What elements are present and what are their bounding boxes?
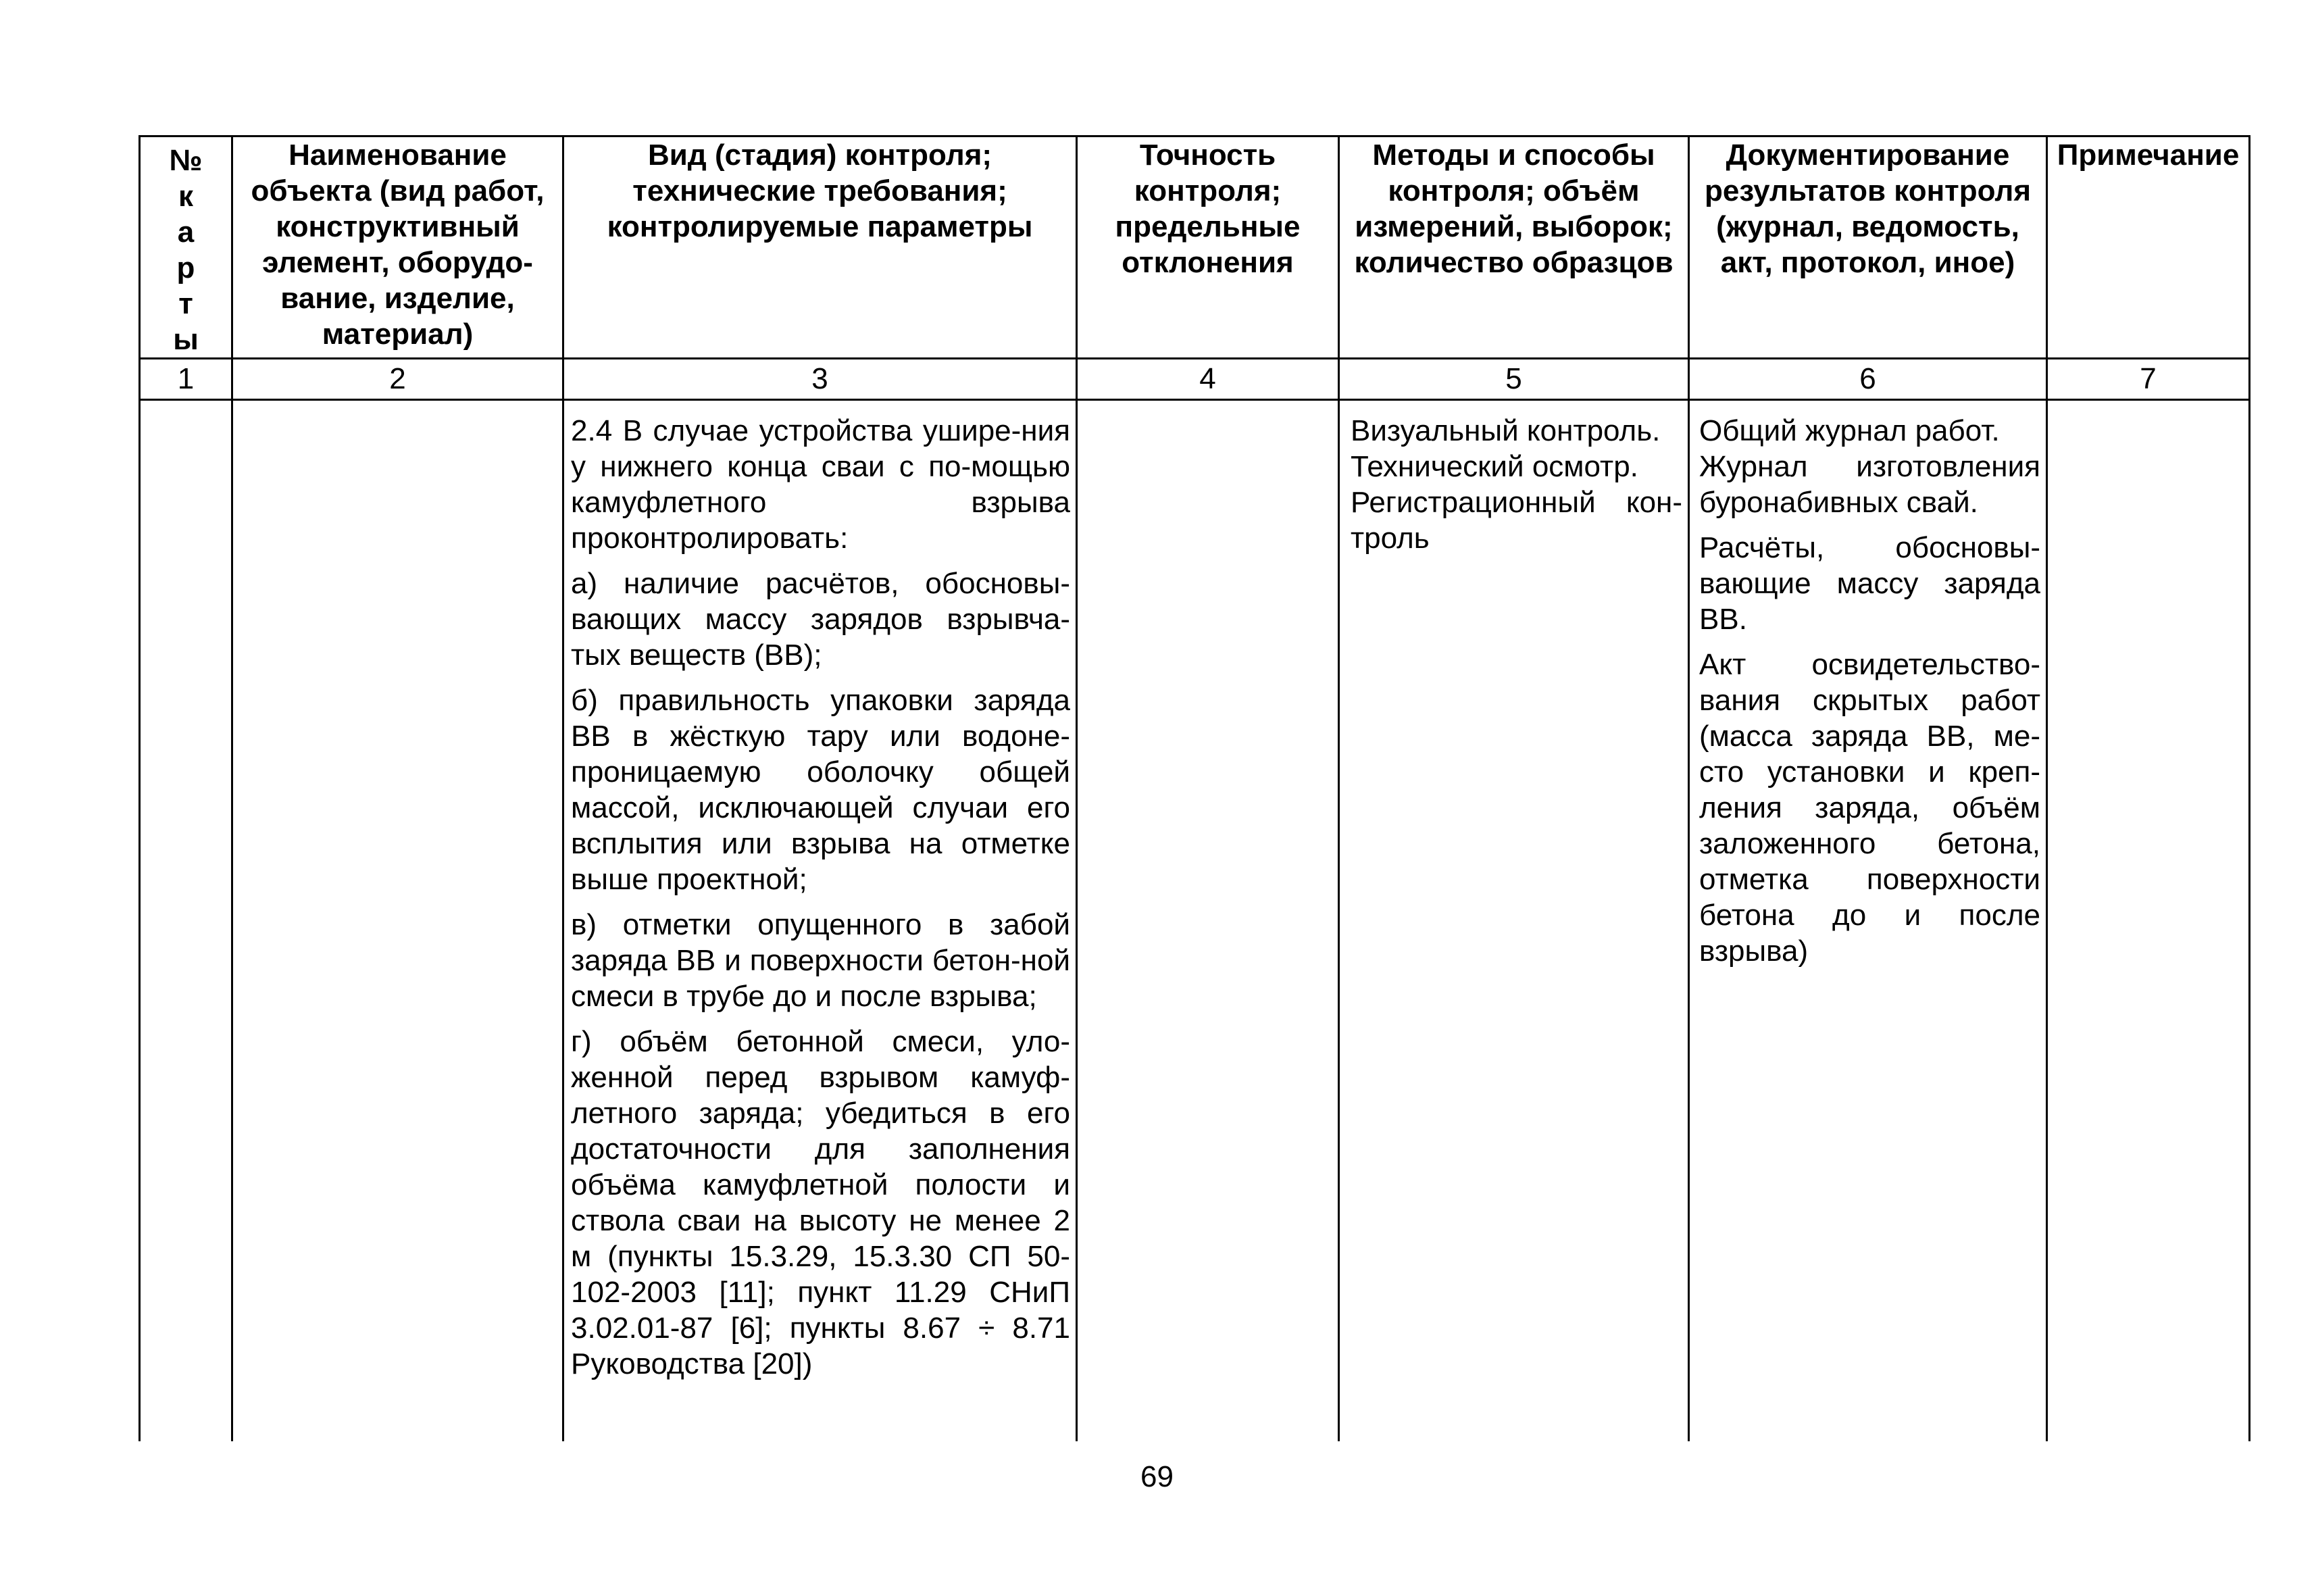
header-object-name: Наименование объекта (вид работ, конструктивный элемент, оборудо- вание, изделие, материал) [232,136,563,359]
cell-control-requirements [563,400,1077,1442]
cell-methods [1339,400,1689,1442]
method-item: Технический осмотр. [1351,450,1638,483]
cell-documentation [1689,400,2047,1442]
method-item: Регистрационный кон-троль [1351,486,1682,555]
requirement-item-b: б) правильность упаковки заряда ВВ в жёсткую тару или водоне-проницаемую оболочку общей массой, исключающей случаи его всплытия или взрыва на отметке выше проектной; [571,684,1070,896]
document-item: Акт освидетельство-вания скрытых работ (масса заряда ВВ, ме-сто установки и креп-ления заряда, объём заложенного бетона, отметка поверхности бетона до и после взрыва) [1699,648,2040,968]
header-accuracy: Точность контроля; предельные отклонения [1077,136,1339,359]
column-number: 4 [1077,359,1339,400]
document-item: Общий журнал работ. [1699,414,2000,447]
requirement-item-d: г) объём бетонной смеси, уло-женной перед взрывом камуф-летного заряда; убедиться в его достаточности для заполнения объёма камуфлетной полости и ствола сваи на высоту не менее 2 м (пункты 15.3.29, 15.3.30 СП 50-102-2003 [11]; пункт 11.29 СНиП 3.02.01-87 [6]; пункты 8.67 ÷ 8.71 Руководства [20]) [571,1025,1070,1380]
document-item: Расчёты, обосновы-вающие массу заряда ВВ. [1699,531,2040,636]
column-number: 6 [1689,359,2047,400]
header-control-type: Вид (стадия) контроля; технические требования; контролируемые параметры [563,136,1077,359]
cell-card-number [140,400,232,1442]
cell-accuracy [1077,400,1339,1442]
column-number: 5 [1339,359,1689,400]
column-number: 7 [2047,359,2250,400]
header-methods: Методы и способы контроля; объём измерений, выборок; количество образцов [1339,136,1689,359]
header-row [140,136,2250,359]
cell-object-name [232,400,563,1442]
header-note: Примечание [2047,136,2250,359]
table-row [140,400,2250,1442]
document-item: Журнал изготовления буронабивных свай. [1699,450,2040,519]
page-number: 69 [1140,1460,1174,1493]
method-item: Визуальный контроль. [1351,414,1661,447]
header-documentation: Документирование результатов контроля (журнал, ведомость, акт, протокол, иное) [1689,136,2047,359]
requirement-item-c: в) отметки опущенного в забой заряда ВВ и поверхности бетон-ной смеси в трубе до и после взрыва; [571,908,1070,1013]
requirement-item-a: а) наличие расчётов, обосновы-вающих массу зарядов взрывча-тых веществ (ВВ); [571,567,1070,672]
cell-note [2047,400,2250,1442]
requirement-intro: 2.4 В случае устройства ушире-ния у нижнего конца сваи с по-мощью камуфлетного взрыва проконтролировать: [571,414,1070,555]
control-table [139,135,2250,1441]
column-number: 2 [232,359,563,400]
header-card-number: № к а р т ы [140,136,232,359]
column-number: 1 [140,359,232,400]
column-number-row [140,359,2250,400]
column-number: 3 [563,359,1077,400]
